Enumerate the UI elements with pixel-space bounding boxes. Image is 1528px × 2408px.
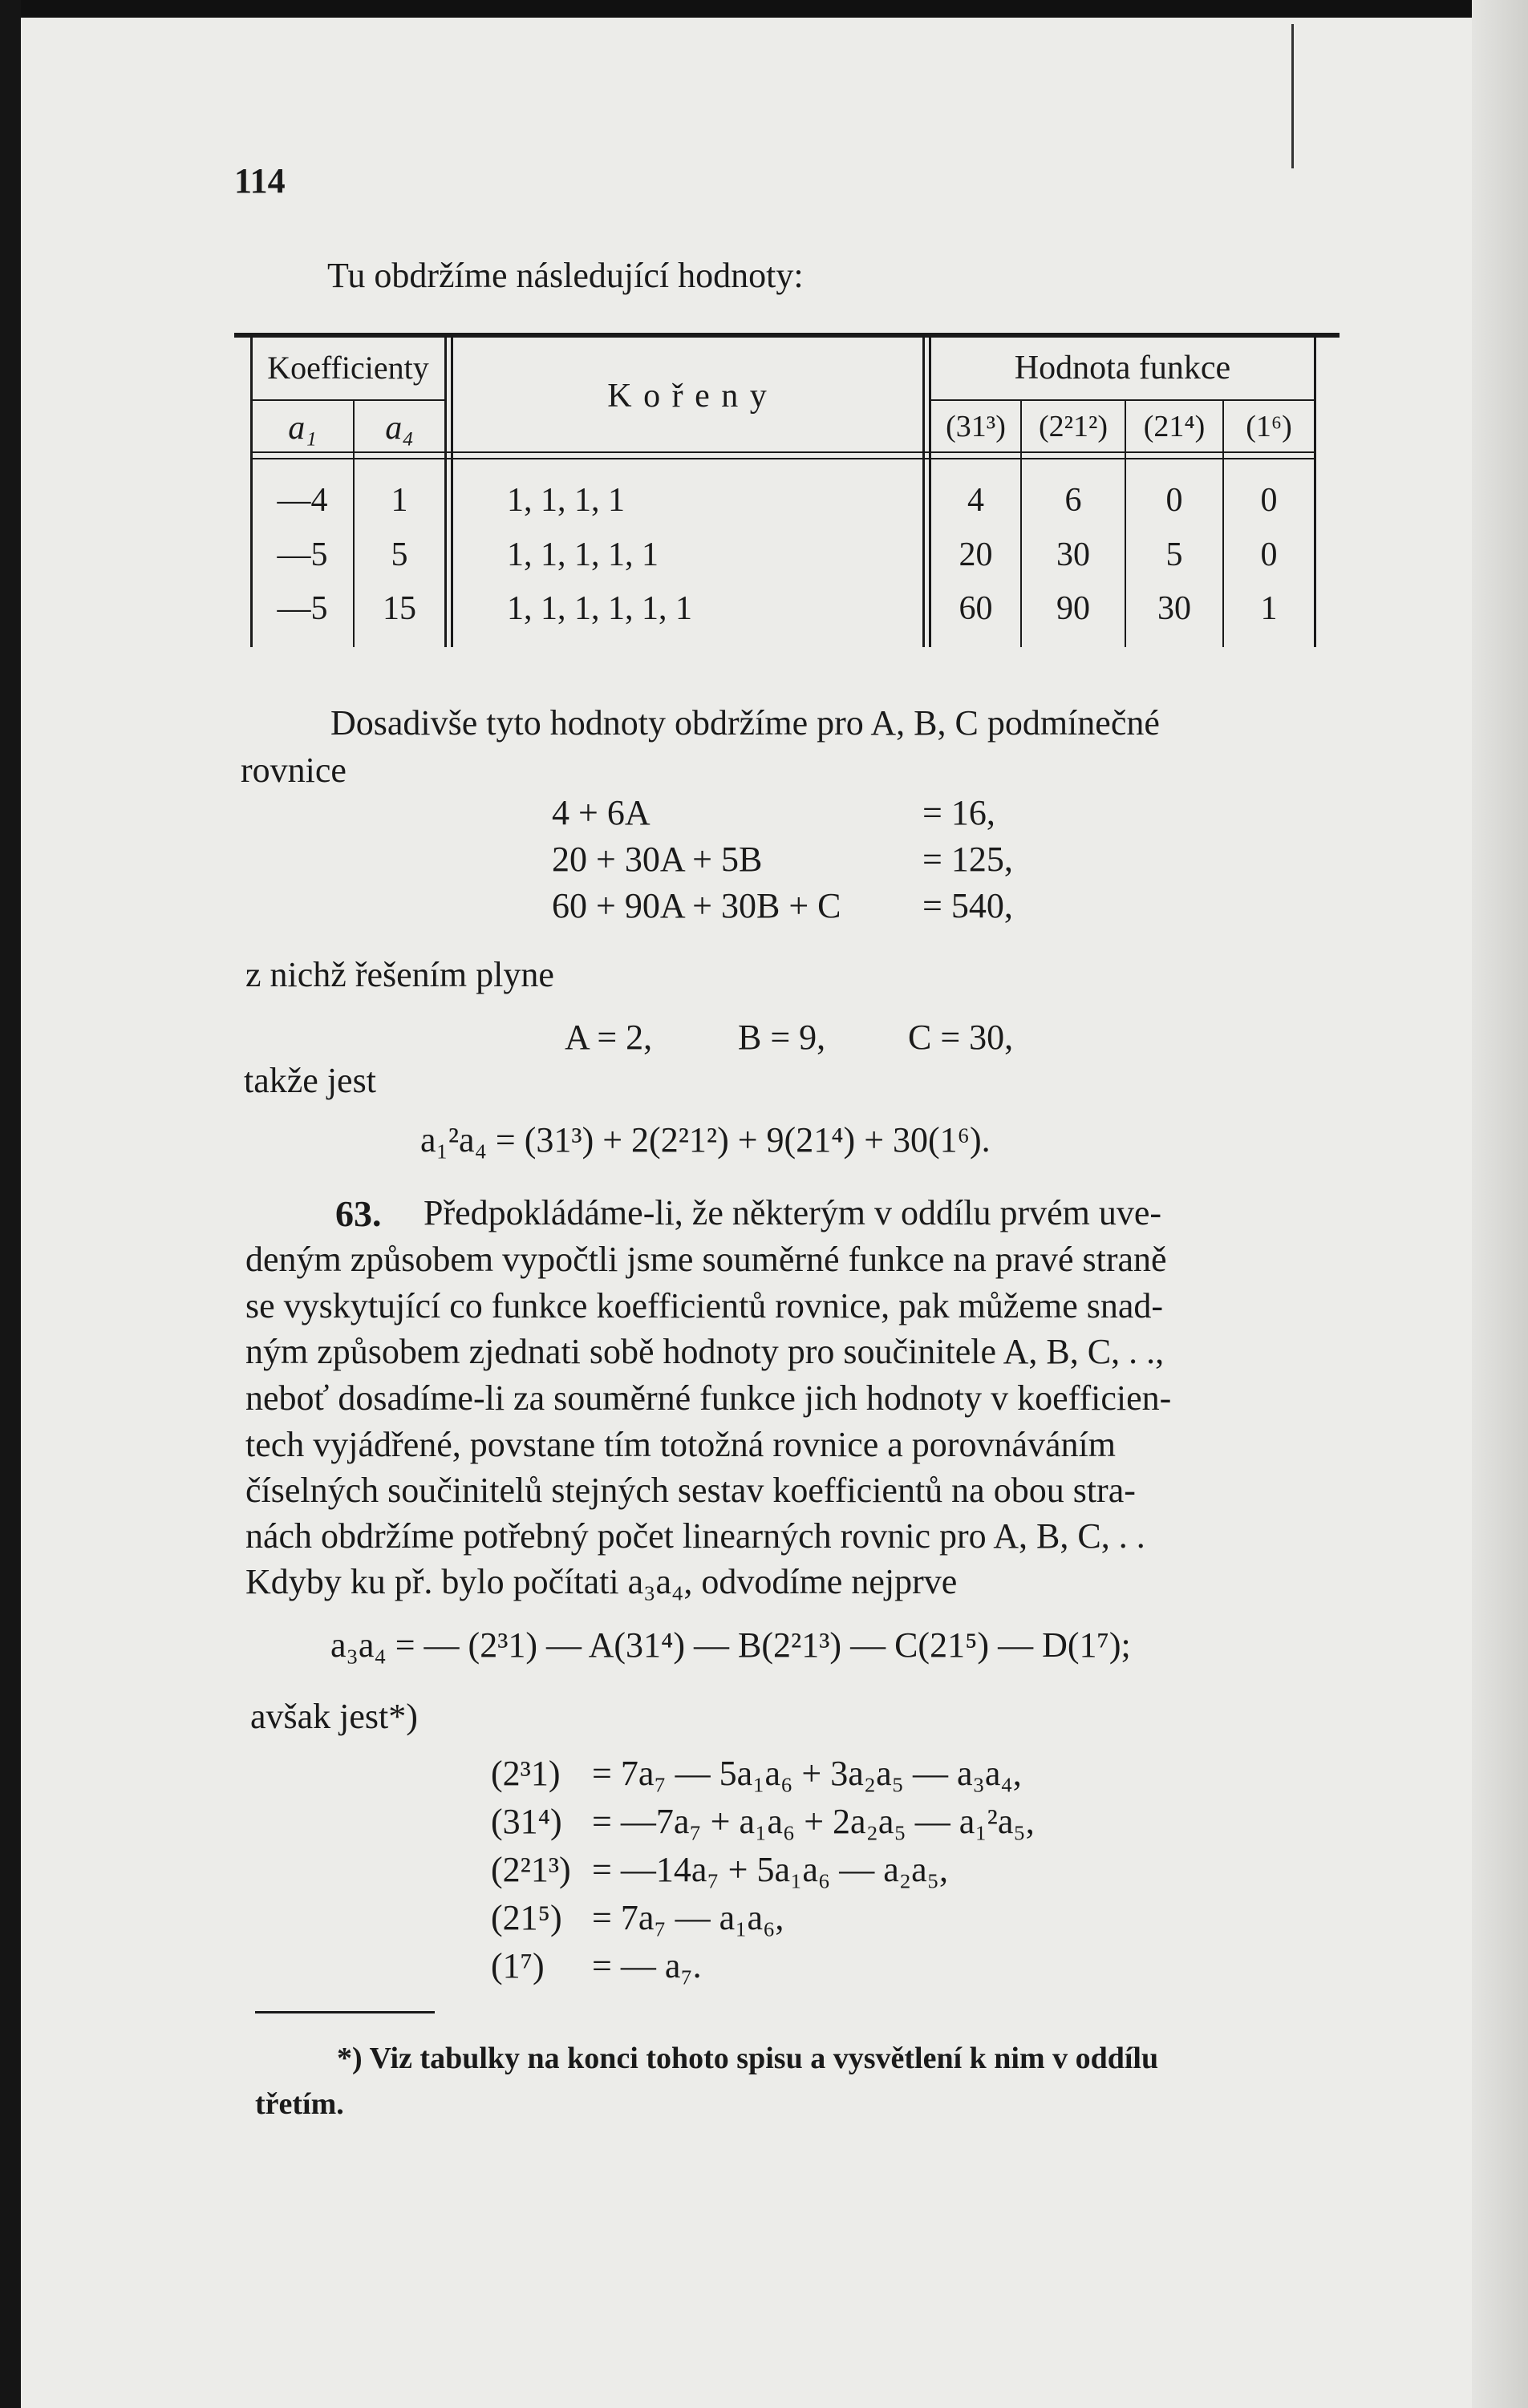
solution-a: A = 2, [565, 1018, 653, 1057]
row2-v3: 5 [1165, 536, 1183, 573]
eq1-rhs: = 7a₇ — 5a₁a₆ + 3a₂a₅ — a₃a₄, [592, 1754, 1022, 1793]
row1-v2: 6 [1064, 482, 1082, 519]
row2-a4: 5 [391, 536, 408, 573]
eq2-rhs: = —7a₇ + a₁a₆ + 2a₂a₅ — a₁²a₅, [592, 1802, 1035, 1841]
eq5-lhs: (1⁷) [491, 1946, 545, 1985]
row2-v2: 30 [1056, 536, 1090, 573]
eq4-lhs: (21⁵) [491, 1898, 562, 1937]
scan-shade-right [1472, 0, 1528, 2408]
a3a4-equation: a₃a₄ = — (2³1) — A(31⁴) — B(2²1³) — C(21⁵) — D(1⁷); [330, 1625, 1131, 1665]
scan-border-left [0, 0, 21, 2408]
eq3-rhs: = —14a₇ + 5a₁a₆ — a₂a₅, [592, 1850, 948, 1889]
section-number: 63. [335, 1193, 382, 1234]
row1-v4: 0 [1260, 482, 1278, 519]
eq2-lhs: (31⁴) [491, 1802, 562, 1841]
intro-text: Tu obdržíme následující hodnoty: [327, 256, 804, 295]
row1-v1: 4 [967, 482, 984, 519]
footnote-rule [255, 2011, 435, 2013]
eq1-lhs: (2³1) [491, 1754, 561, 1793]
system-eq1-lhs: 4 + 6A [552, 793, 651, 832]
row2-roots: 1, 1, 1, 1, 1 [507, 536, 659, 573]
solution-b: B = 9, [738, 1018, 826, 1057]
eq3-lhs: (2²1³) [491, 1850, 571, 1889]
para2-line4: ným způsobem zjednati sobě hodnoty pro součinitele A, B, C, . ., [245, 1332, 1165, 1371]
header-hodnota-funkce: Hodnota funkce [1014, 350, 1231, 386]
system-eq2-rhs: = 125, [922, 840, 1013, 879]
scan-artifact-line [1291, 24, 1294, 168]
para2-line5: neboť dosadíme-li za souměrné funkce jich hodnoty v koefficien- [245, 1378, 1172, 1418]
system-eq1-rhs: = 16, [922, 793, 995, 832]
row1-a4: 1 [391, 482, 408, 519]
scan-border-top [0, 0, 1528, 18]
header-func-3: (21⁴) [1143, 410, 1206, 443]
row3-v3: 30 [1157, 590, 1191, 627]
para2-line3: se vyskytující co funkce koefficientů rovnice, pak můžeme snad- [245, 1286, 1164, 1325]
takze-jest: takže jest [244, 1061, 376, 1100]
para2-line6: tech vyjádřené, povstane tím totožná rovnice a porovnáváním [245, 1425, 1116, 1464]
para2-line1: Předpokládáme-li, že některým v oddílu prvém uve- [424, 1193, 1162, 1232]
header-func-4: (1⁶) [1246, 410, 1292, 443]
para2-line9: Kdyby ku př. bylo počítati a₃a₄, odvodíme nejprve [245, 1562, 958, 1601]
page-number: 114 [234, 161, 286, 200]
solution-c: C = 30, [908, 1018, 1014, 1057]
para2-line8: nách obdržíme potřebný počet linearných rovnic pro A, B, C, . . [245, 1516, 1145, 1556]
result-equation: a₁²a₄ = (31³) + 2(2²1²) + 9(21⁴) + 30(1⁶). [420, 1120, 991, 1159]
row3-roots: 1, 1, 1, 1, 1, 1 [507, 590, 692, 627]
row3-v4: 1 [1260, 590, 1278, 627]
footnote-line1: *) Viz tabulky na konci tohoto spisu a vysvětlení k nim v oddílu [337, 2042, 1159, 2075]
system-eq3-rhs: = 540, [922, 886, 1013, 925]
header-koreny: K o ř e n y [607, 378, 768, 415]
header-func-1: (31³) [946, 410, 1006, 443]
row1-v3: 0 [1165, 482, 1183, 519]
eq4-rhs: = 7a₇ — a₁a₆, [592, 1898, 784, 1937]
avsak-jest: avšak jest*) [250, 1697, 418, 1736]
row2-v4: 0 [1260, 536, 1278, 573]
footnote-line2: třetím. [255, 2087, 344, 2121]
header-koefficienty: Koefficienty [267, 350, 429, 386]
system-eq3-lhs: 60 + 90A + 30B + C [552, 886, 841, 925]
header-a4: a₄ [385, 410, 414, 447]
row3-a4: 15 [383, 590, 416, 627]
header-a1: a₁ [288, 410, 317, 447]
row2-v1: 20 [959, 536, 993, 573]
row1-a1: —4 [277, 482, 328, 519]
eq5-rhs: = — a₇. [592, 1946, 702, 1985]
para1-line1: Dosadivše tyto hodnoty obdržíme pro A, B, C podmínečné [330, 703, 1160, 743]
para2-line7: číselných součinitelů stejných sestav koefficientů na obou stra- [245, 1471, 1136, 1510]
values-table [234, 333, 1340, 650]
solve-intro: z nichž řešením plyne [245, 955, 554, 994]
row1-roots: 1, 1, 1, 1 [507, 482, 625, 519]
row3-a1: —5 [277, 590, 328, 627]
system-eq2-lhs: 20 + 30A + 5B [552, 840, 763, 879]
row3-v2: 90 [1056, 590, 1090, 627]
para1-line2: rovnice [241, 751, 347, 790]
header-func-2: (2²1²) [1038, 410, 1109, 443]
row2-a1: —5 [277, 536, 328, 573]
row3-v1: 60 [959, 590, 993, 627]
para2-line2: deným způsobem vypočtli jsme souměrné funkce na pravé straně [245, 1240, 1167, 1279]
